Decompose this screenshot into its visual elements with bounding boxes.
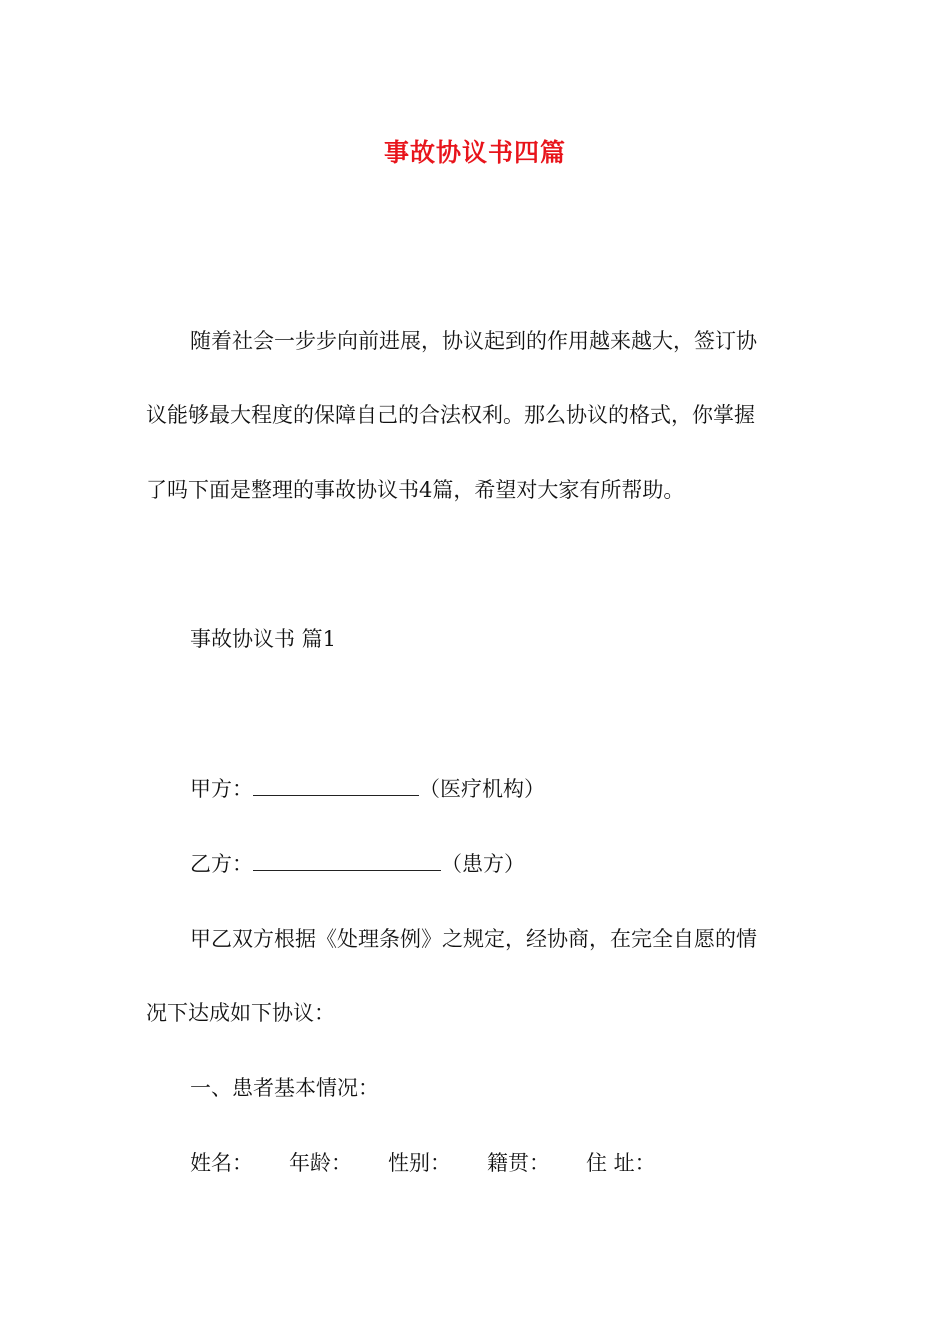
party-a-label: 甲方：: [190, 777, 253, 801]
document-title: 事故协议书四篇: [383, 138, 566, 167]
patient-field-age: 年龄：: [289, 1151, 352, 1175]
patient-field-hometown: 籍贯：: [487, 1151, 550, 1175]
patient-field-address: 住 址：: [586, 1151, 656, 1175]
party-b-line: [190, 850, 525, 878]
clause-1-heading: 一、患者基本情况：: [190, 1076, 379, 1100]
patient-field-name: 姓名：: [190, 1151, 253, 1175]
section-heading: 事故协议书 篇1: [190, 627, 337, 651]
party-b-label: 乙方：: [190, 852, 253, 876]
intro-line-1: 随着社会一步步向前进展，协议起到的作用越来越大，签订协: [190, 329, 757, 353]
patient-field-gender: 性别：: [388, 1151, 451, 1175]
party-b-note: （患方）: [441, 852, 525, 876]
party-a-blank: [253, 777, 419, 796]
party-a-note: （医疗机构）: [419, 777, 545, 801]
intro-line-3: 了吗下面是整理的事故协议书4篇，希望对大家有所帮助。: [146, 478, 685, 502]
agreement-line-1: 甲乙双方根据《处理条例》之规定，经协商，在完全自愿的情: [190, 927, 757, 951]
intro-line-2: 议能够最大程度的保障自己的合法权利。那么协议的格式，你掌握: [146, 403, 755, 427]
party-b-blank: [253, 852, 441, 871]
agreement-line-2: 况下达成如下协议：: [146, 1001, 335, 1025]
party-a-line: [190, 775, 545, 803]
patient-fields-line: [190, 1149, 656, 1177]
